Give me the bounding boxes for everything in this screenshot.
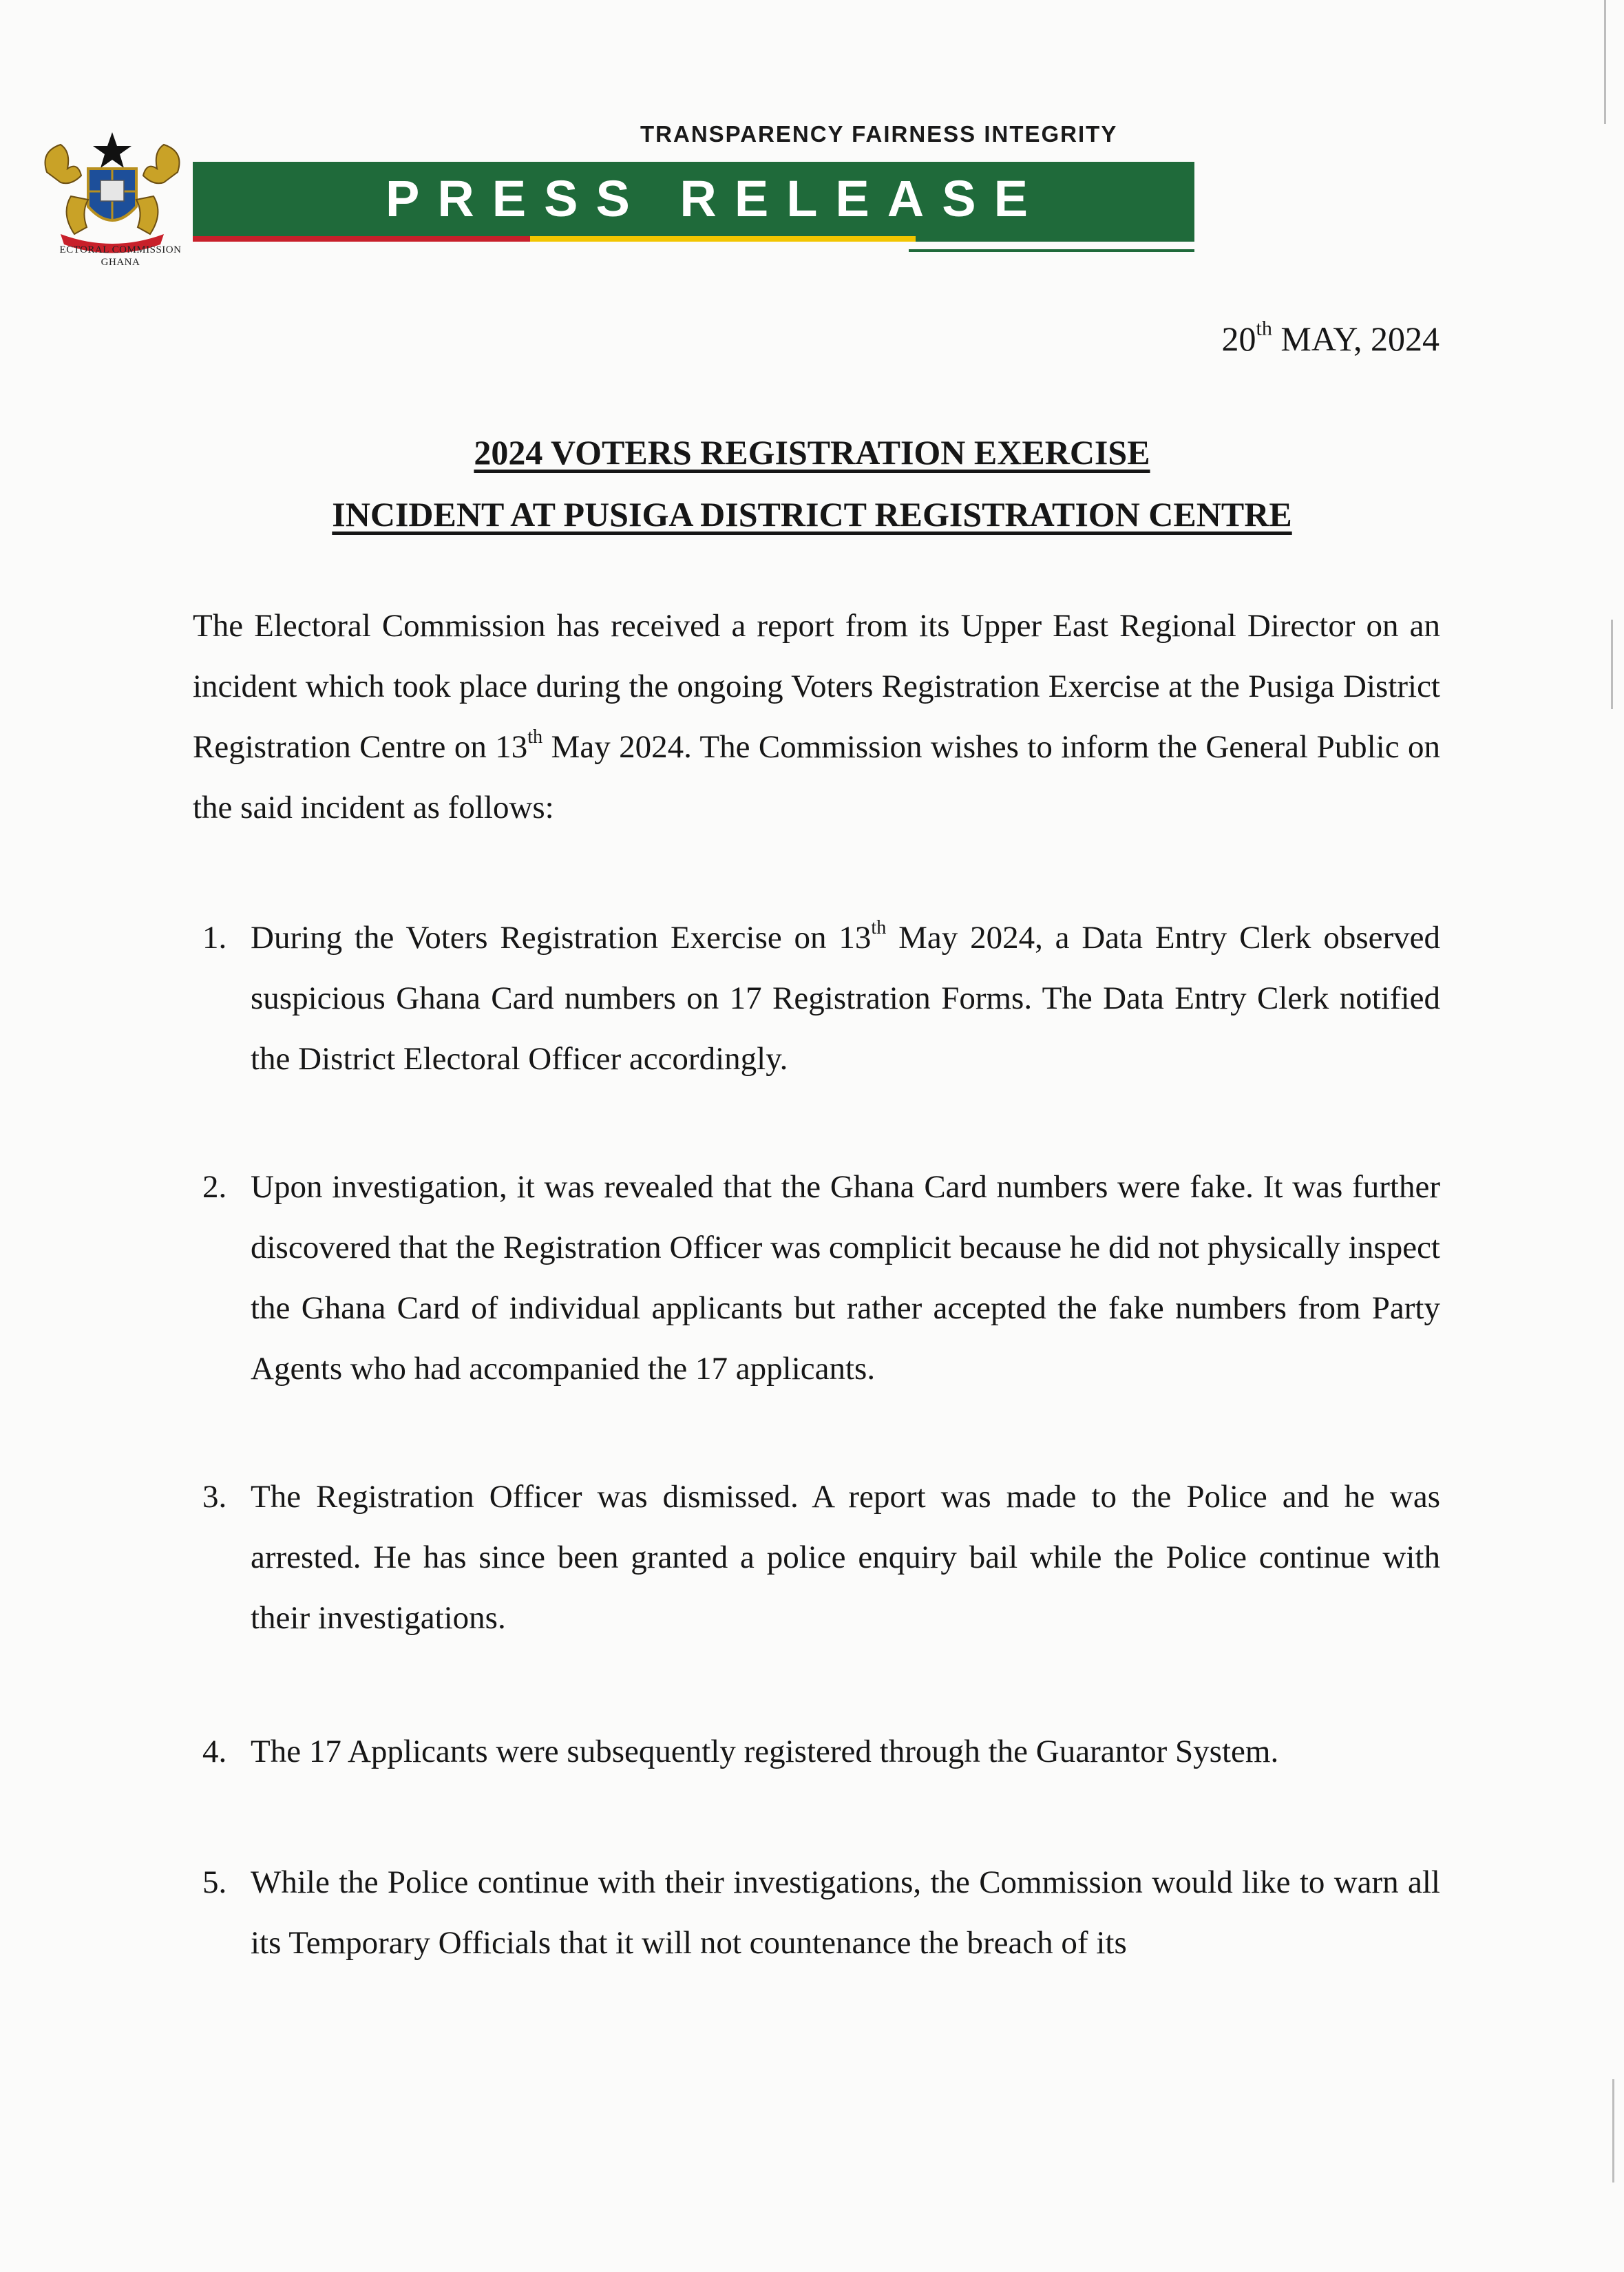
numbered-list <box>193 907 1440 1089</box>
numbered-list <box>193 1852 1440 1973</box>
list-item-text: Upon investigation, it was revealed that the Ghana Card numbers were fake. It was further discovered that the Registration Officer was complicit because he did not physically inspect the Ghana Card of individual applicants but rather accepted the fake numbers from Party Agents who had accompanied the 17 applicants. <box>251 1169 1440 1387</box>
list-item-sup: th <box>871 916 887 938</box>
list-item-number: 5. <box>202 1864 227 1900</box>
list-item-number: 1. <box>202 920 227 956</box>
scan-edge-mark <box>1611 620 1613 709</box>
date-month-year: MAY, 2024 <box>1272 319 1440 358</box>
list-item-5 <box>193 1852 1440 1973</box>
intro-text-part1: The Electoral Commission has received a report from its Upper East Regional Director on an incident which took place during the ongoing Voters Registration Exercise at the Pusiga District Registration Centre on 13 <box>193 608 1440 765</box>
list-item-2 <box>193 1157 1440 1399</box>
list-item-text: During the Voters Registration Exercise on 13 <box>251 920 872 956</box>
list-item-number: 4. <box>202 1734 227 1769</box>
numbered-list <box>193 1721 1440 1782</box>
list-item-number: 3. <box>202 1479 227 1515</box>
ghana-coat-of-arms-icon <box>33 131 191 255</box>
motto: TRANSPARENCY FAIRNESS INTEGRITY <box>640 121 1118 147</box>
commission-label <box>34 244 207 269</box>
date-suffix: th <box>1256 317 1272 340</box>
heading-line-2: INCIDENT AT PUSIGA DISTRICT REGISTRATION CENTRE <box>332 495 1292 534</box>
list-item-number: 2. <box>202 1169 227 1205</box>
commission-label-line1: ECTORAL COMMISSION <box>59 244 182 255</box>
numbered-list <box>193 1466 1440 1648</box>
green-underline <box>909 249 1194 252</box>
list-item-text: While the Police continue with their investigations, the Commission would like to warn all its Temporary Officials that it will not countenance the breach of its <box>251 1864 1440 1961</box>
scan-edge-mark <box>1604 0 1606 124</box>
scan-edge-mark <box>1612 2079 1614 2182</box>
intro-paragraph <box>193 596 1440 838</box>
intro-text-part2: May 2024. The Commission wishes to inform the General Public on the said incident as follows: <box>193 729 1440 825</box>
list-item-text-cont: May 2024, a Data Entry Clerk observed suspicious Ghana Card numbers on 17 Registration Forms. The Data Entry Clerk notified the District Electoral Officer accordingly. <box>251 920 1440 1077</box>
heading-line-1: 2024 VOTERS REGISTRATION EXERCISE <box>474 433 1150 472</box>
green-stripe <box>916 236 1194 242</box>
list-item-1 <box>193 907 1440 1089</box>
list-item-4 <box>193 1721 1440 1782</box>
date-day: 20 <box>1221 319 1256 358</box>
numbered-list <box>193 1157 1440 1399</box>
red-stripe <box>193 236 530 242</box>
release-date <box>1222 319 1440 359</box>
intro-sup: th <box>527 726 543 748</box>
list-item-text: The Registration Officer was dismissed. A report was made to the Police and he was arrested. He has since been granted a police enquiry bail while the Police continue with their investigations. <box>251 1479 1440 1636</box>
commission-label-line2: GHANA <box>101 257 140 268</box>
list-item-3 <box>193 1466 1440 1648</box>
list-item-text: The 17 Applicants were subsequently registered through the Guarantor System. <box>251 1734 1279 1769</box>
gold-stripe <box>530 236 916 242</box>
banner-title: PRESS RELEASE <box>386 170 1046 227</box>
